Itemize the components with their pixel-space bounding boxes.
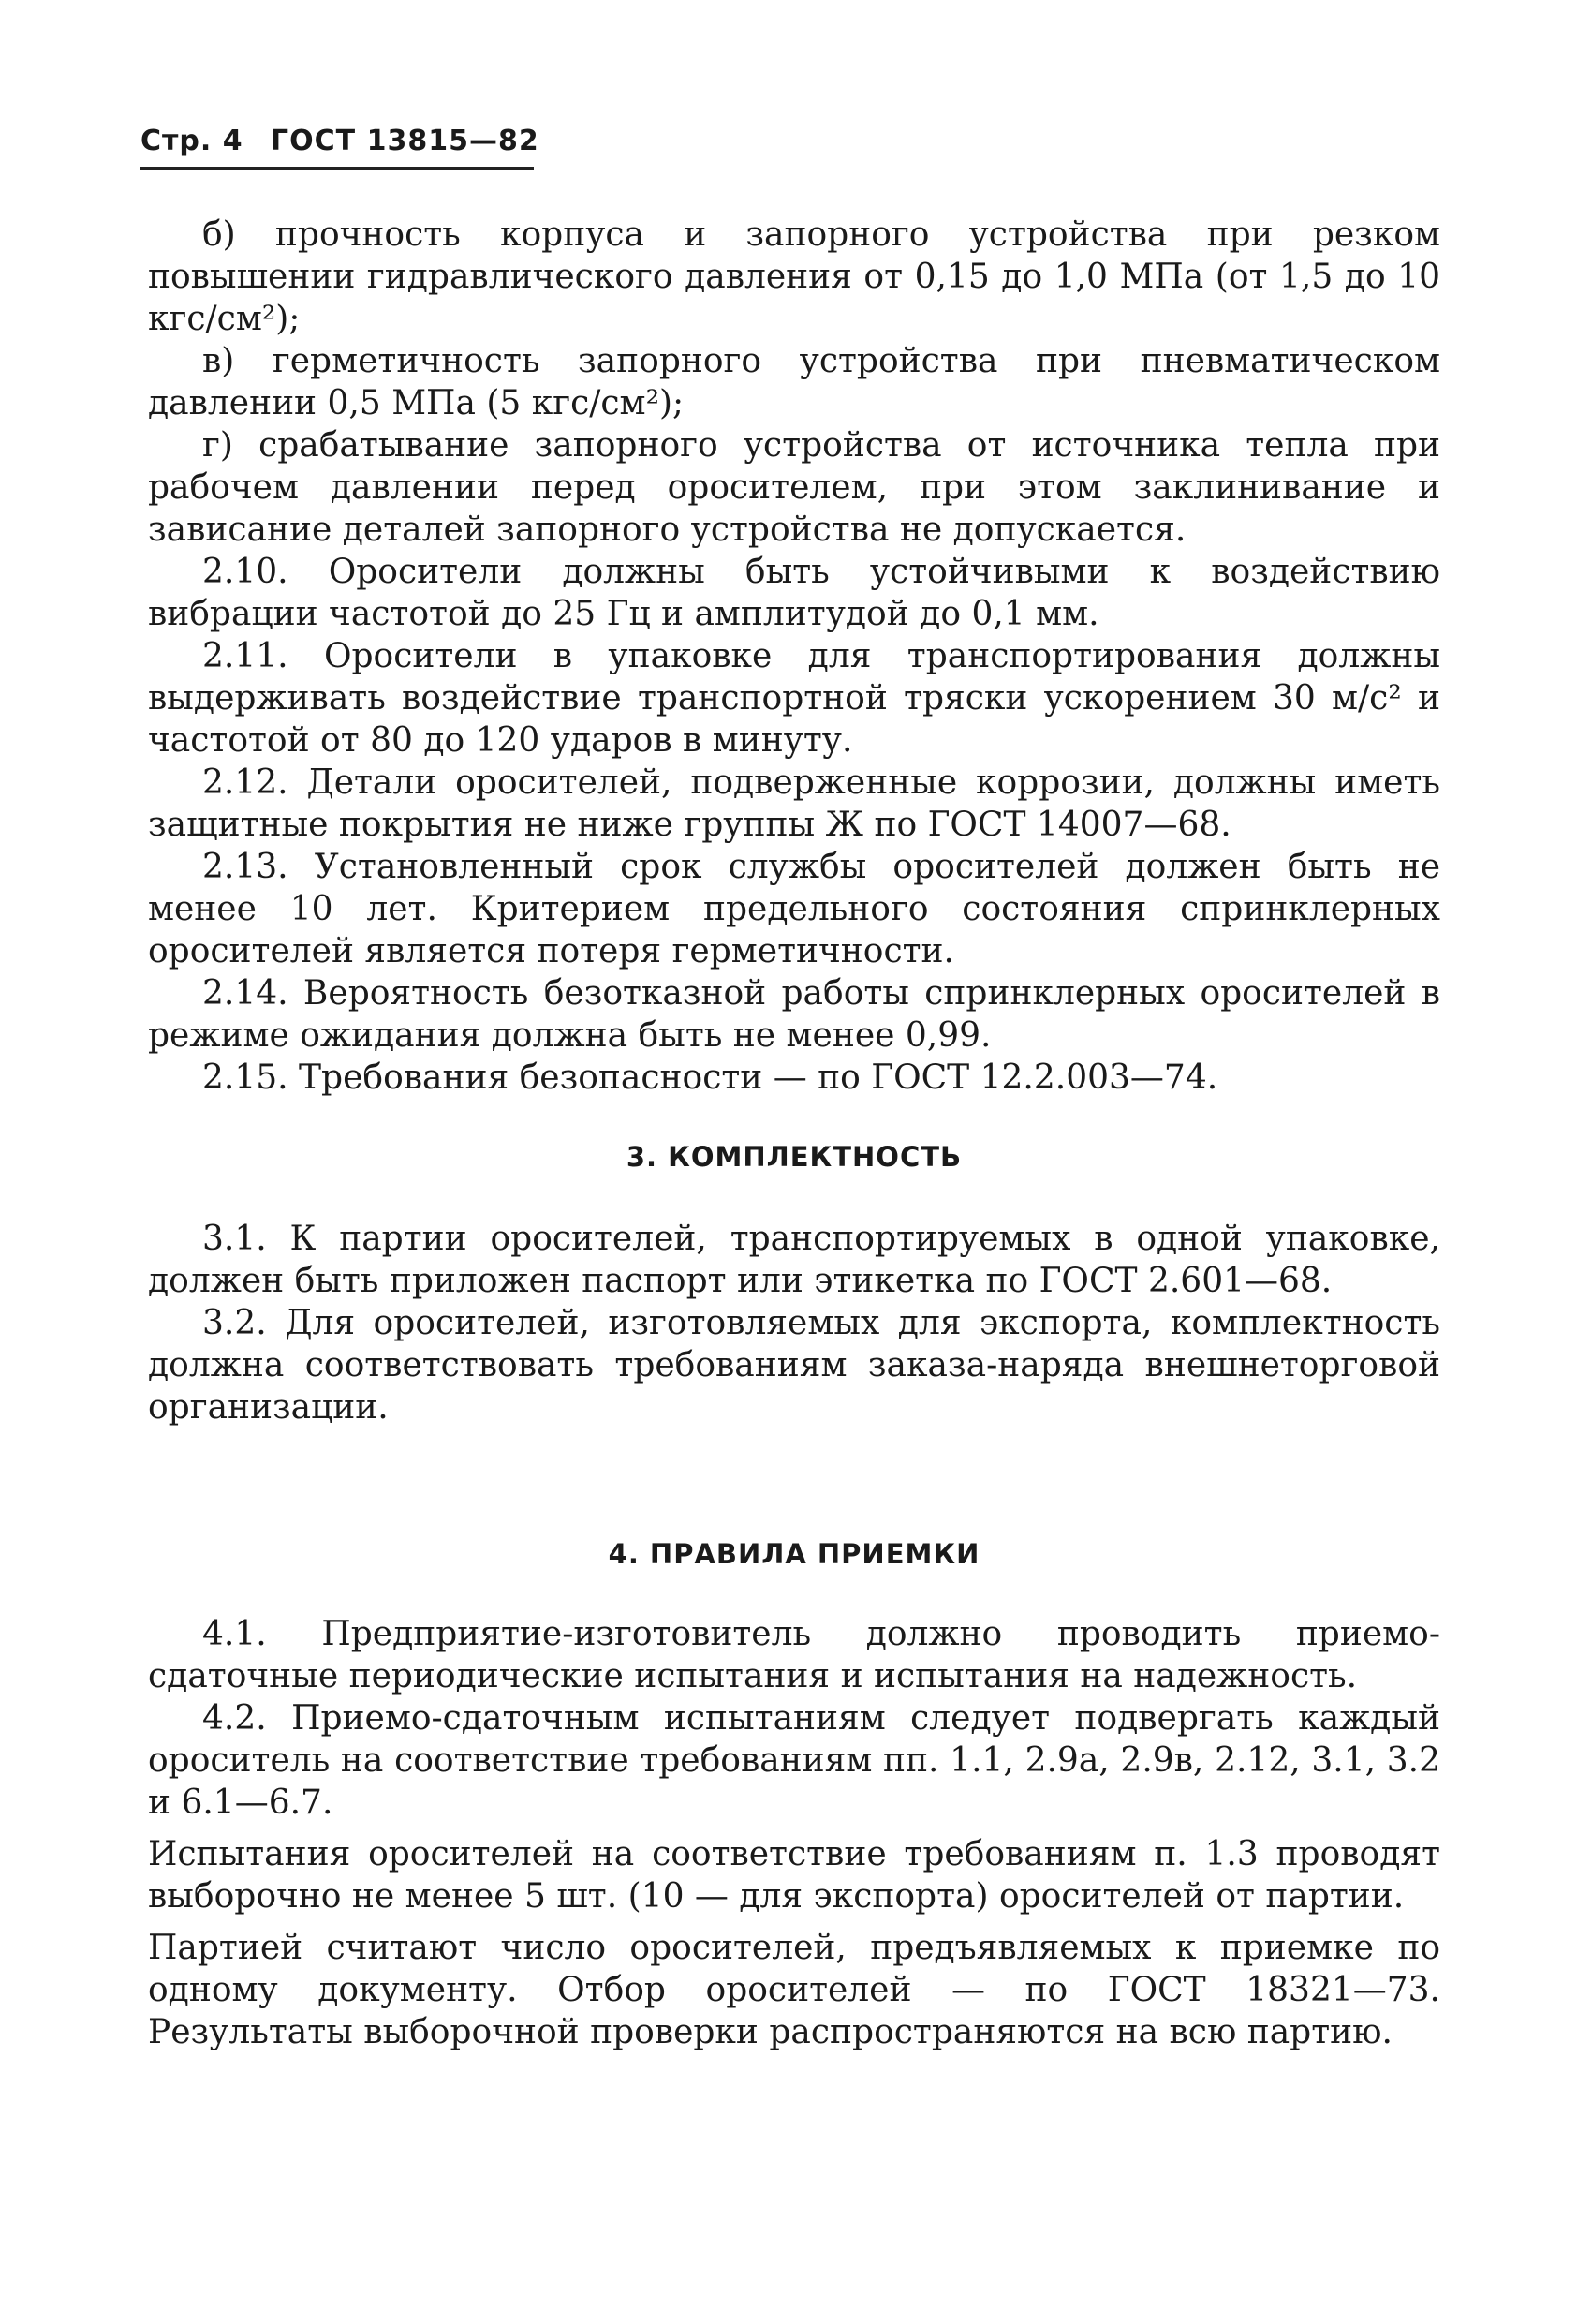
clause-3-2: 3.2. Для оросителей, изготовляемых для экспорта, комплектность должна соответствовать требованиям заказа-наряда внешнеторговой организации. — [148, 1304, 1440, 1427]
paragraph-b: б) прочность корпуса и запорного устройства при резком повышении гидравлического давления от 0,15 до 1,0 МПа (от 1,5 до 10 кгс/см²); — [148, 215, 1440, 338]
clause-3-1: 3.1. К партии оросителей, транспортируемых в одной упаковке, должен быть приложен паспорт или этикетка по ГОСТ 2.601—68. — [148, 1220, 1440, 1300]
clause-2-15: 2.15. Требования безопасности — по ГОСТ 12.2.003—74. — [202, 1058, 1218, 1097]
paragraph-v: в) герметичность запорного устройства при пневматическом давлении 0,5 МПа (5 кгс/см²); — [148, 342, 1440, 422]
section-4-title: 4. ПРАВИЛА ПРИЕМКИ — [608, 1538, 980, 1570]
standard-number: ГОСТ 13815—82 — [271, 125, 539, 157]
clause-2-14: 2.14. Вероятность безотказной работы спринклерных оросителей в режиме ожидания должна быть не менее 0,99. — [148, 974, 1440, 1055]
sampling-paragraph: Испытания оросителей на соответствие требованиям п. 1.3 проводят выборочно не менее 5 шт. (10 — для экспорта) оросителей от партии. — [148, 1835, 1440, 1916]
section-4-body — [148, 1613, 1440, 2053]
clause-2-13: 2.13. Установленный срок службы оросителей должен быть не менее 10 лет. Критерием предельного состояния спринклерных оросителей является потеря герметичности. — [148, 848, 1440, 970]
clause-4-1: 4.1. Предприятие-изготовитель должно проводить приемо-сдаточные периодические испытания и испытания на надежность. — [148, 1615, 1440, 1695]
clause-2-12: 2.12. Детали оросителей, подверженные коррозии, должны иметь защитные покрытия не ниже группы Ж по ГОСТ 14007—68. — [148, 763, 1440, 844]
clause-4-2: 4.2. Приемо-сдаточным испытаниям следует подвергать каждый ороситель на соответствие требованиям пп. 1.1, 2.9а, 2.9в, 2.12, 3.1, 3.2 и 6.1—6.7. — [148, 1699, 1440, 1822]
page-number: Стр. 4 — [140, 125, 243, 157]
paragraph-g: г) срабатывание запорного устройства от источника тепла при рабочем давлении перед оросителем, при этом заклинивание и зависание деталей запорного устройства не допускается. — [148, 426, 1440, 549]
clause-2-11: 2.11. Оросители в упаковке для транспортирования должны выдерживать воздействие транспортной тряски ускорением 30 м/с² и частотой от 80 до 120 ударов в минуту. — [148, 637, 1440, 760]
clause-2-10: 2.10. Оросители должны быть устойчивыми к воздействию вибрации частотой до 25 Гц и амплитудой до 0,1 мм. — [148, 553, 1440, 633]
requirements-block — [148, 214, 1440, 1099]
section-3-title: 3. КОМПЛЕКТНОСТЬ — [626, 1141, 963, 1173]
batch-paragraph: Партией считают число оросителей, предъявляемых к приемке по одному документу. Отбор оросителей — по ГОСТ 18321—73. Результаты выборочной проверки распространяются на всю партию. — [148, 1929, 1440, 2051]
page-header — [140, 125, 539, 170]
section-3-body — [148, 1218, 1440, 1428]
